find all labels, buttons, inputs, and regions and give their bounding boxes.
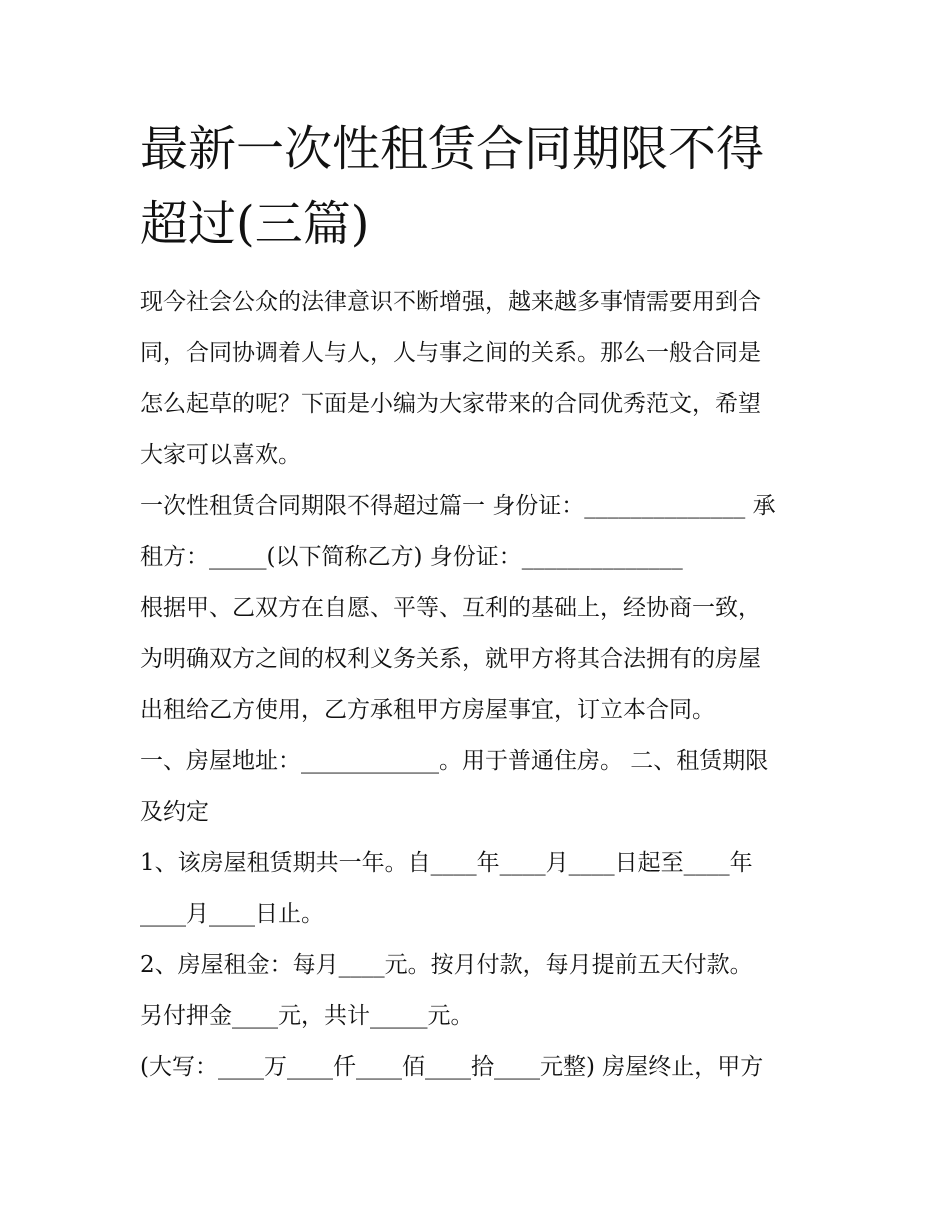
body-line: 另付押金____元，共计_____元。 (140, 1003, 474, 1029)
body-line: 及约定 (140, 799, 209, 825)
document-title (140, 112, 820, 262)
body-line: (大写：____万____仟____佰____拾____元整) 房屋终止，甲方 (140, 1054, 764, 1080)
body-line: 2、房屋租金：每月____元。按月付款，每月提前五天付款。 (140, 952, 753, 978)
body-line: 一、房屋地址：____________。用于普通住房。 二、租赁期限 (140, 748, 769, 774)
title-line: 最新一次性租赁合同期限不得 (140, 121, 765, 177)
body-line: 怎么起草的呢？下面是小编为大家带来的合同优秀范文，希望 (140, 391, 761, 417)
title-line: 超过(三篇) (140, 196, 370, 252)
body-line: 为明确双方之间的权利义务关系，就甲方将其合法拥有的房屋 (140, 646, 761, 672)
body-line: 现今社会公众的法律意识不断增强，越来越多事情需要用到合 (140, 289, 761, 315)
document-body (140, 277, 820, 1093)
body-line: 根据甲、乙双方在自愿、平等、互利的基础上，经协商一致， (140, 595, 761, 621)
body-line: 租方：_____(以下简称乙方) 身份证：______________ (140, 544, 683, 570)
body-line: 一次性租赁合同期限不得超过篇一 身份证：______________ 承 (140, 493, 776, 519)
body-line: 1、该房屋租赁期共一年。自____年____月____日起至____年 (140, 850, 753, 876)
body-line: 同，合同协调着人与人，人与事之间的关系。那么一般合同是 (140, 340, 761, 366)
body-line: 出租给乙方使用，乙方承租甲方房屋事宜，订立本合同。 (140, 697, 715, 723)
body-line: ____月____日止。 (140, 901, 324, 927)
body-line: 大家可以喜欢。 (140, 442, 301, 468)
